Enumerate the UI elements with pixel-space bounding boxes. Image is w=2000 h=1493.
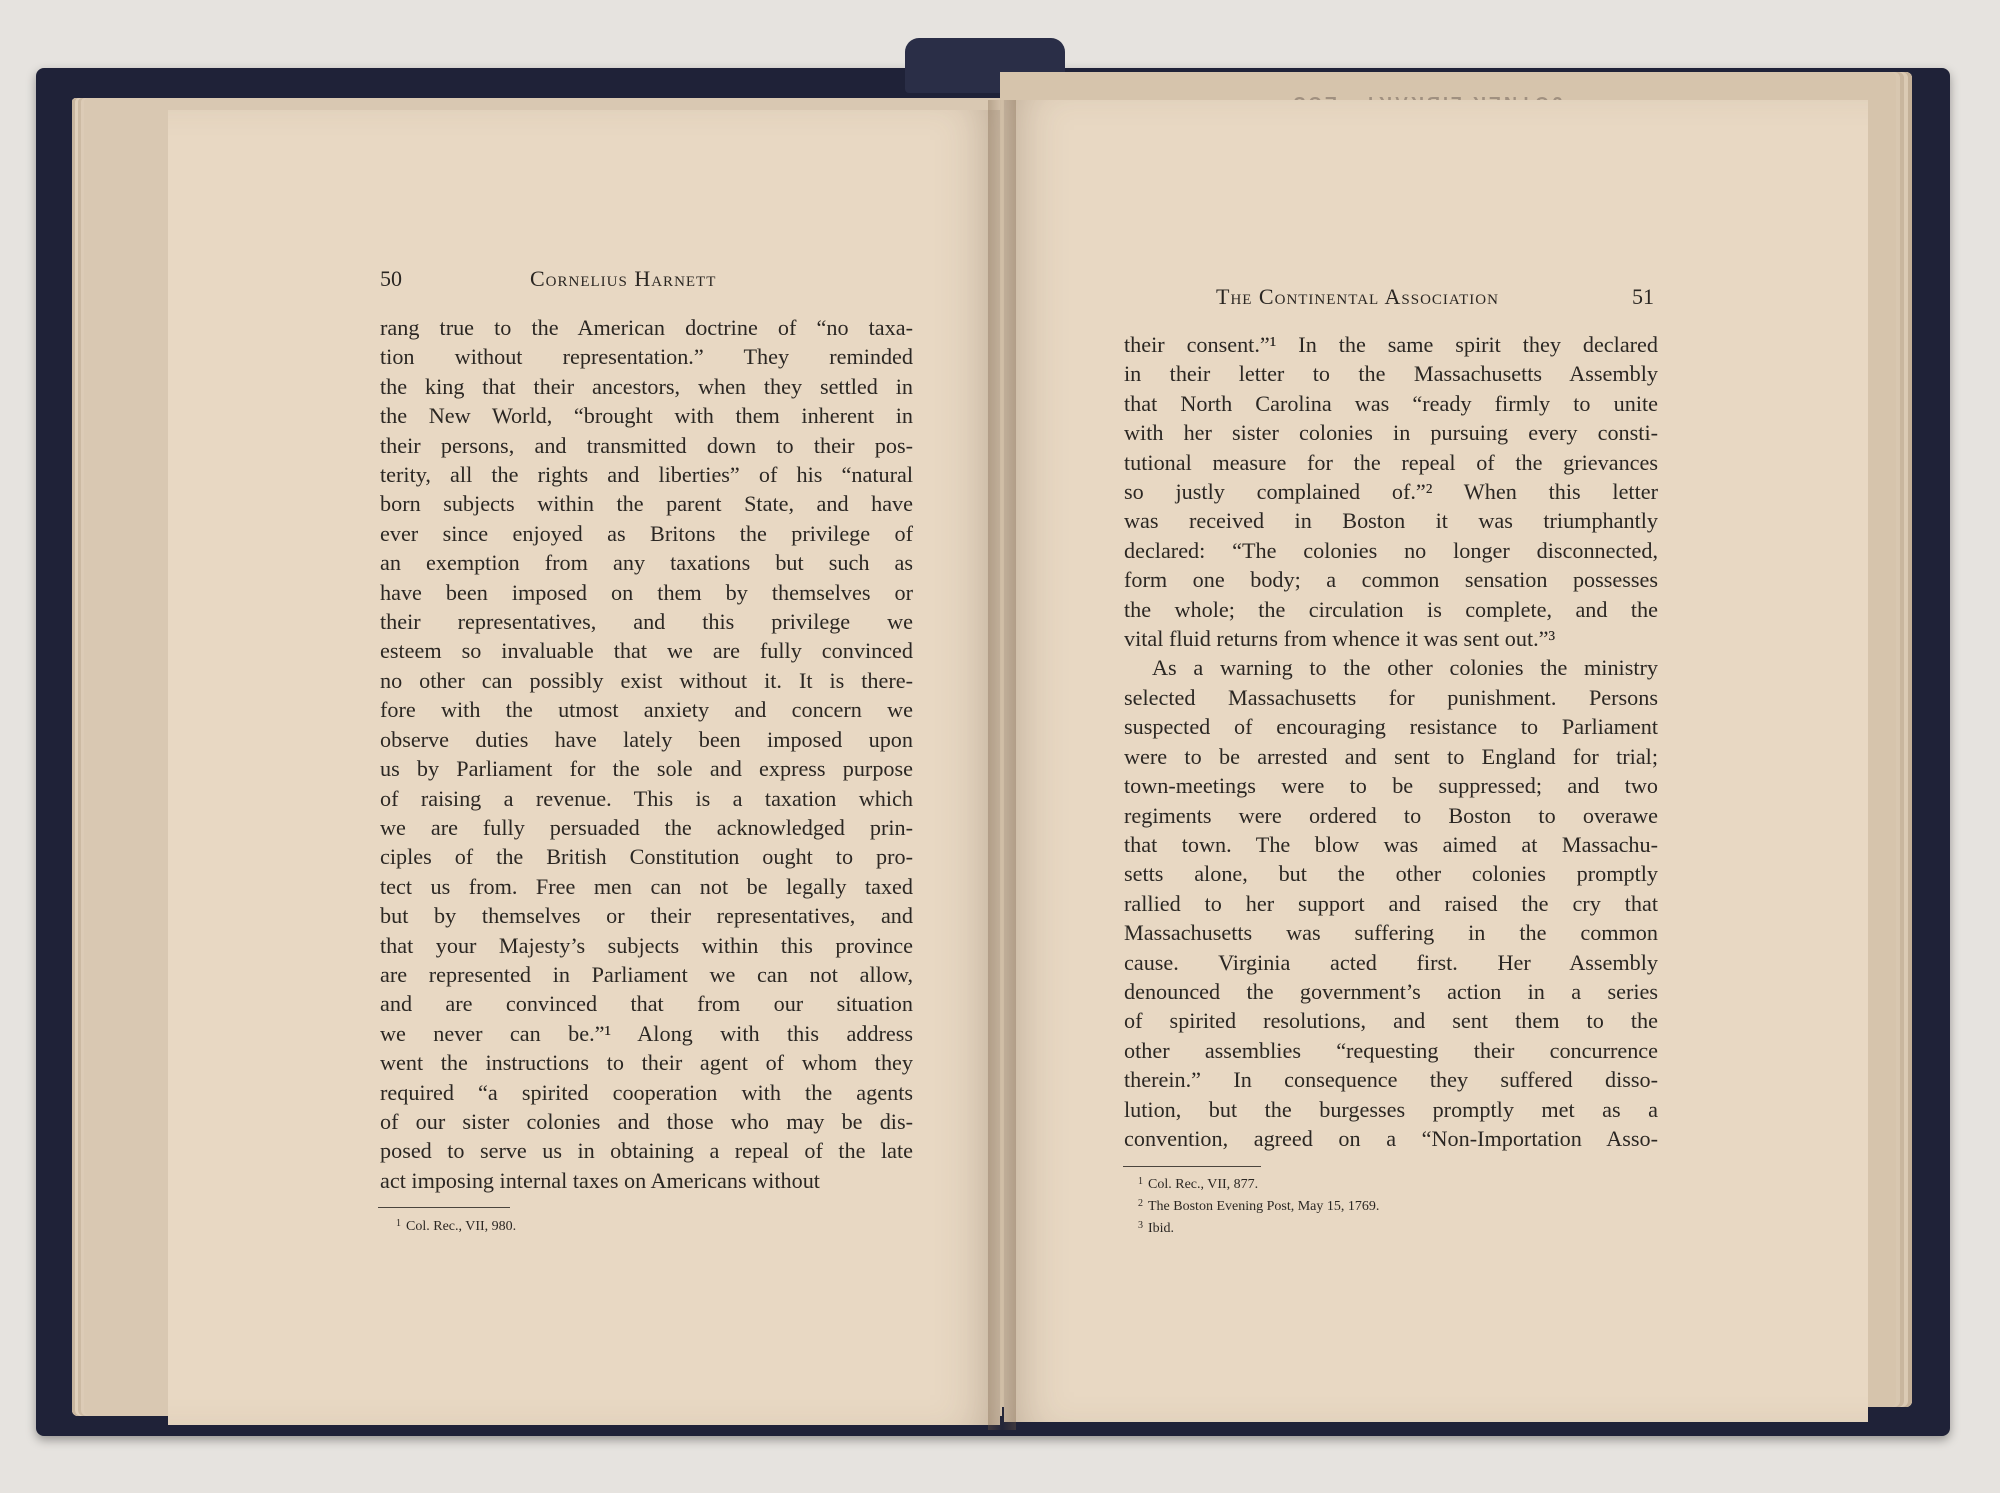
- text-line: form one body; a common sensation possesses: [1124, 567, 1658, 593]
- left-running-head: [530, 266, 716, 292]
- text-line: selected Massachusetts for punishment. Persons: [1124, 684, 1658, 710]
- footnote-text: The Boston Evening Post, May 15, 1769.: [1148, 1199, 1380, 1214]
- right-footnote-rule: [1123, 1166, 1261, 1167]
- text-line: that your Majesty’s subjects within this province: [380, 932, 913, 958]
- left-page-number: 50: [380, 266, 402, 291]
- text-line: born subjects within the parent State, and have: [380, 491, 913, 517]
- text-line: declared: “The colonies no longer disconnected,: [1124, 537, 1658, 563]
- footnote-mark: 1: [1138, 1176, 1143, 1187]
- right-footnotes: [1138, 1172, 1379, 1238]
- text-line: their representatives, and this privilege we: [380, 609, 913, 635]
- left-footnotes: [396, 1214, 516, 1236]
- text-line: esteem so invaluable that we are fully convinced: [380, 638, 913, 664]
- text-line: and are convinced that from our situation: [380, 991, 913, 1017]
- text-line: an exemption from any taxations but such as: [380, 550, 913, 576]
- text-line: went the instructions to their agent of whom they: [380, 1050, 913, 1076]
- text-line: of raising a revenue. This is a taxation which: [380, 785, 913, 811]
- text-line: posed to serve us in obtaining a repeal of the late: [380, 1138, 913, 1164]
- text-line: suspected of encouraging resistance to Parliament: [1124, 714, 1658, 740]
- text-line: were to be arrested and sent to England for trial;: [1124, 743, 1658, 769]
- right-page-number: 51: [1632, 284, 1654, 309]
- text-line: Massachusetts was suffering in the common: [1124, 920, 1658, 946]
- text-line: fore with the utmost anxiety and concern we: [380, 697, 913, 723]
- text-line: town-meetings were to be suppressed; and two: [1124, 773, 1658, 799]
- text-line: are represented in Parliament we can not allow,: [380, 961, 913, 987]
- text-line: their persons, and transmitted down to their pos-: [380, 432, 913, 458]
- left-running-head-title: Cornelius Harnett: [530, 266, 717, 291]
- text-line: rang true to the American doctrine of “no taxa-: [380, 315, 913, 340]
- text-line: regiments were ordered to Boston to overawe: [1124, 802, 1658, 828]
- text-line: their consent.”¹ In the same spirit they declared: [1124, 332, 1658, 357]
- paragraph: [1124, 653, 1658, 1153]
- right-running-head: [1216, 284, 1499, 310]
- text-line: As a warning to the other colonies the ministry: [1152, 655, 1658, 681]
- text-line: observe duties have lately been imposed upon: [380, 726, 913, 752]
- text-line: no other can possibly exist without it. It is there-: [380, 667, 913, 693]
- text-line: tutional measure for the repeal of the grievances: [1124, 449, 1658, 475]
- text-line: convention, agreed on a “Non-Importation Asso-: [1124, 1125, 1658, 1151]
- text-line: ever since enjoyed as Britons the privilege of: [380, 520, 913, 546]
- text-line: the king that their ancestors, when they settled in: [380, 373, 913, 399]
- text-line: that North Carolina was “ready firmly to unite: [1124, 390, 1658, 416]
- text-line: tion without representation.” They reminded: [380, 344, 913, 370]
- text-line: was received in Boston it was triumphantly: [1124, 508, 1658, 534]
- footnote: [1138, 1172, 1379, 1194]
- text-line: but by themselves or their representatives, and: [380, 903, 913, 929]
- text-line: rallied to her support and raised the cry that: [1124, 890, 1658, 916]
- left-body-text: [380, 313, 913, 1195]
- text-line: vital fluid returns from whence it was sent out.”³: [1124, 626, 1556, 652]
- left-footnote-rule: [378, 1207, 510, 1208]
- text-line: other assemblies “requesting their concurrence: [1124, 1037, 1658, 1063]
- paragraph: [1124, 330, 1658, 653]
- text-line: have been imposed on them by themselves or: [380, 579, 913, 605]
- text-line: required “a spirited cooperation with the agents: [380, 1079, 913, 1105]
- text-line: of spirited resolutions, and sent them to the: [1124, 1008, 1658, 1034]
- footnote-text: Ibid.: [1148, 1221, 1175, 1236]
- text-line: that town. The blow was aimed at Massachu-: [1124, 831, 1658, 857]
- text-line: ciples of the British Constitution ought to pro-: [380, 844, 913, 870]
- footnote-mark: 1: [396, 1218, 401, 1229]
- footnote-text: Col. Rec., VII, 980.: [406, 1219, 517, 1234]
- footnote-mark: 2: [1138, 1198, 1143, 1209]
- footnote: [1138, 1194, 1379, 1216]
- footnote: [396, 1214, 516, 1236]
- text-line: denounced the government’s action in a series: [1124, 978, 1658, 1004]
- text-line: we are fully persuaded the acknowledged prin-: [380, 814, 913, 840]
- right-running-head-title: The Continental Association: [1216, 284, 1499, 309]
- book-gutter: [988, 100, 1016, 1430]
- text-line: setts alone, but the other colonies promptly: [1124, 861, 1658, 887]
- text-line: tect us from. Free men can not be legally taxed: [380, 873, 913, 899]
- text-line: therein.” In consequence they suffered disso-: [1124, 1067, 1658, 1093]
- text-line: the New World, “brought with them inherent in: [380, 403, 913, 429]
- text-line: lution, but the burgesses promptly met as a: [1124, 1096, 1658, 1122]
- text-line: us by Parliament for the sole and express purpose: [380, 756, 913, 782]
- text-line: with her sister colonies in pursuing every consti-: [1124, 420, 1658, 446]
- text-line: in their letter to the Massachusetts Assembly: [1124, 361, 1658, 387]
- footnote-text: Col. Rec., VII, 877.: [1148, 1177, 1259, 1192]
- footnote-mark: 3: [1138, 1220, 1143, 1231]
- text-line: the whole; the circulation is complete, and the: [1124, 596, 1658, 622]
- text-line: cause. Virginia acted first. Her Assembly: [1124, 949, 1658, 975]
- right-body-text: [1124, 330, 1658, 1153]
- text-line: act imposing internal taxes on Americans without: [380, 1167, 820, 1193]
- text-line: we never can be.”¹ Along with this address: [380, 1020, 913, 1046]
- footnote: [1138, 1216, 1379, 1238]
- text-line: terity, all the rights and liberties” of his “natural: [380, 462, 913, 488]
- text-line: so justly complained of.”² When this letter: [1124, 479, 1658, 505]
- text-line: of our sister colonies and those who may be dis-: [380, 1108, 913, 1134]
